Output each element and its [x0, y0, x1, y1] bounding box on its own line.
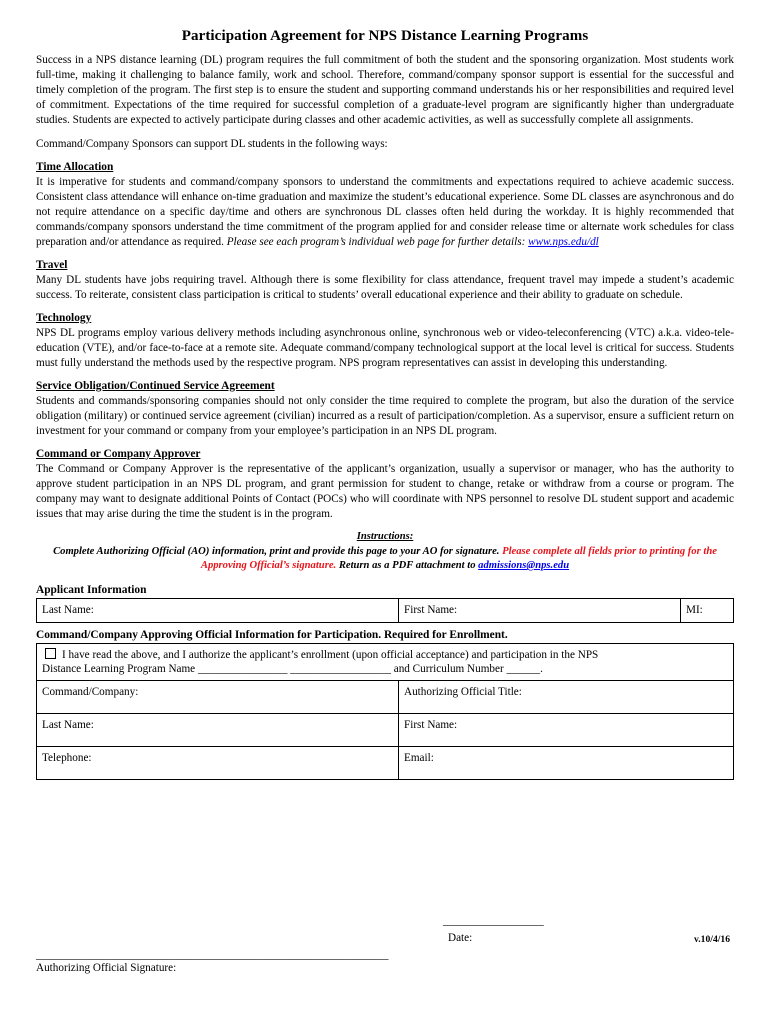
section-title-travel: Travel — [36, 259, 68, 271]
approving-official-table — [36, 643, 734, 780]
telephone-label: Telephone: — [42, 751, 92, 764]
support-line: Command/Company Sponsors can support DL students in the following ways: — [36, 138, 388, 150]
command-company-field[interactable] — [37, 680, 399, 713]
section-body-time-allocation — [36, 175, 734, 250]
applicant-mi-label: MI: — [686, 603, 703, 616]
approving-official-heading: Command/Company Approving Official Information for Participation. Required for Enrollment. — [36, 628, 508, 641]
program-page-note: Please see each program’s individual web page for further details: — [226, 236, 526, 248]
instructions-return-text: Return as a PDF attachment to — [338, 560, 476, 571]
applicant-mi-field[interactable] — [681, 598, 734, 622]
signature-underline[interactable]: _______________________________________________________________ — [36, 949, 389, 961]
time-allocation-text: It is imperative for students and command/company sponsors to understand the commitments and expectations required to achieve academic success. Consistent class attendance will enhance on-time graduation and maximize the student’s educational experience. Some DL classes are asynchronous and do not require attendance on a specific day/time and others are synchronous DL classes often held during the workday. It is highly recommended that commands/company sponsors understand the time commitment of the program applied for and consider release time or alternate work schedules for class preparation and/or attendance as required. — [36, 176, 734, 248]
intro-paragraph: Success in a NPS distance learning (DL) program requires the full commitment of both the student and the sponsoring organization. Most students work full-time, making it challenging to balance family, work and school. Therefore, command/company sponsor support is essential for the successful and timely completion of the program. The first step is to ensure the student and supporting command understands his or her responsibilities and required level of commitment. Expectations of the time required for successful completion of a graduate-level program are significantly higher than undergraduate studies. Students are expected to actively participate during classes and other academic activities, as well as successfully complete all assignments. — [36, 54, 734, 126]
signature-label: Authorizing Official Signature: — [36, 962, 177, 974]
applicant-last-name-label: Last Name: — [42, 603, 94, 616]
section-title-time-allocation: Time Allocation — [36, 161, 114, 173]
email-label: Email: — [404, 751, 434, 764]
instructions-title: Instructions: — [356, 531, 414, 542]
applicant-last-name-field[interactable] — [37, 598, 399, 622]
document-page — [36, 28, 734, 780]
instructions-block — [36, 530, 734, 574]
section-title-technology: Technology — [36, 312, 92, 324]
ao-first-name-field[interactable] — [399, 713, 734, 746]
section-body-technology: NPS DL programs employ various delivery methods including asynchronous online, synchronous web or video-teleconferencing (VTC) a.k.a. video-tele-education (VTE), and/or face-to-face at a remote site. Adequate command/company technological support at the local level is critical for success. Students must fully understand the methods used by the respective program. NPS program representatives can assist in developing this understanding. — [36, 327, 734, 369]
section-title-approver: Command or Company Approver — [36, 448, 201, 460]
applicant-info-table — [36, 598, 734, 623]
authorization-checkbox[interactable] — [45, 648, 56, 659]
date-label: Date: — [448, 932, 473, 944]
ao-last-name-label: Last Name: — [42, 718, 94, 731]
date-underline[interactable]: __________________ — [443, 915, 544, 927]
applicant-info-heading: Applicant Information — [36, 583, 147, 596]
section-title-service-obligation: Service Obligation/Continued Service Agreement — [36, 380, 275, 392]
nps-dl-link[interactable]: www.nps.edu/dl — [528, 236, 599, 248]
version-label: v.10/4/16 — [694, 934, 730, 945]
authorization-checkbox-cell — [37, 643, 734, 680]
applicant-first-name-field[interactable] — [399, 598, 681, 622]
command-company-label: Command/Company: — [42, 685, 139, 698]
ao-first-name-label: First Name: — [404, 718, 458, 731]
section-body-service-obligation: Students and commands/sponsoring companies should not only consider the time required to complete the program, but also the duration of the service obligation (military) or continued service agreement (civilian) incurred as a result of participation/completion. As a supervisor, ensure a sufficient return on investment for your command or company from your employee’s participation in an NPS DL program. — [36, 395, 734, 437]
applicant-first-name-label: First Name: — [404, 603, 458, 616]
telephone-field[interactable] — [37, 746, 399, 779]
section-body-approver: The Command or Company Approver is the representative of the applicant’s organization, usually a supervisor or manager, who has the authority to approve student participation in an NPS DL program, and grant permission for student to change, retake or withdraw from a course or program. The company may want to designate additional Points of Contact (POCs) who will coordinate with NPS personnel to resolve DL student support and academic issues that may arise during the time the student is in the program. — [36, 463, 734, 520]
ao-last-name-field[interactable] — [37, 713, 399, 746]
admissions-email-link[interactable]: admissions@nps.edu — [478, 560, 570, 571]
authorization-text-line1: I have read the above, and I authorize the applicant’s enrollment (upon official acceptance) and participation in the NPS — [62, 648, 599, 661]
ao-title-field[interactable] — [399, 680, 734, 713]
authorization-text-line2: Distance Learning Program Name ________________ __________________ and Curriculum Number ______. — [42, 662, 543, 675]
ao-title-label: Authorizing Official Title: — [404, 685, 522, 698]
email-field[interactable] — [399, 746, 734, 779]
instructions-black-text: Complete Authorizing Official (AO) information, print and provide this page to your AO for signature. — [53, 545, 500, 557]
page-title: Participation Agreement for NPS Distance Learning Programs — [181, 28, 589, 44]
section-body-travel: Many DL students have jobs requiring travel. Although there is some flexibility for class attendance, frequent travel may impede a student’s academic success. To reiterate, consistent class participation is critical to students’ overall educational experience and their ability to graduate on schedule. — [36, 274, 734, 301]
instructions-red-text: Please complete all fields prior to printing for the Approving Official’s signature. — [200, 545, 717, 571]
